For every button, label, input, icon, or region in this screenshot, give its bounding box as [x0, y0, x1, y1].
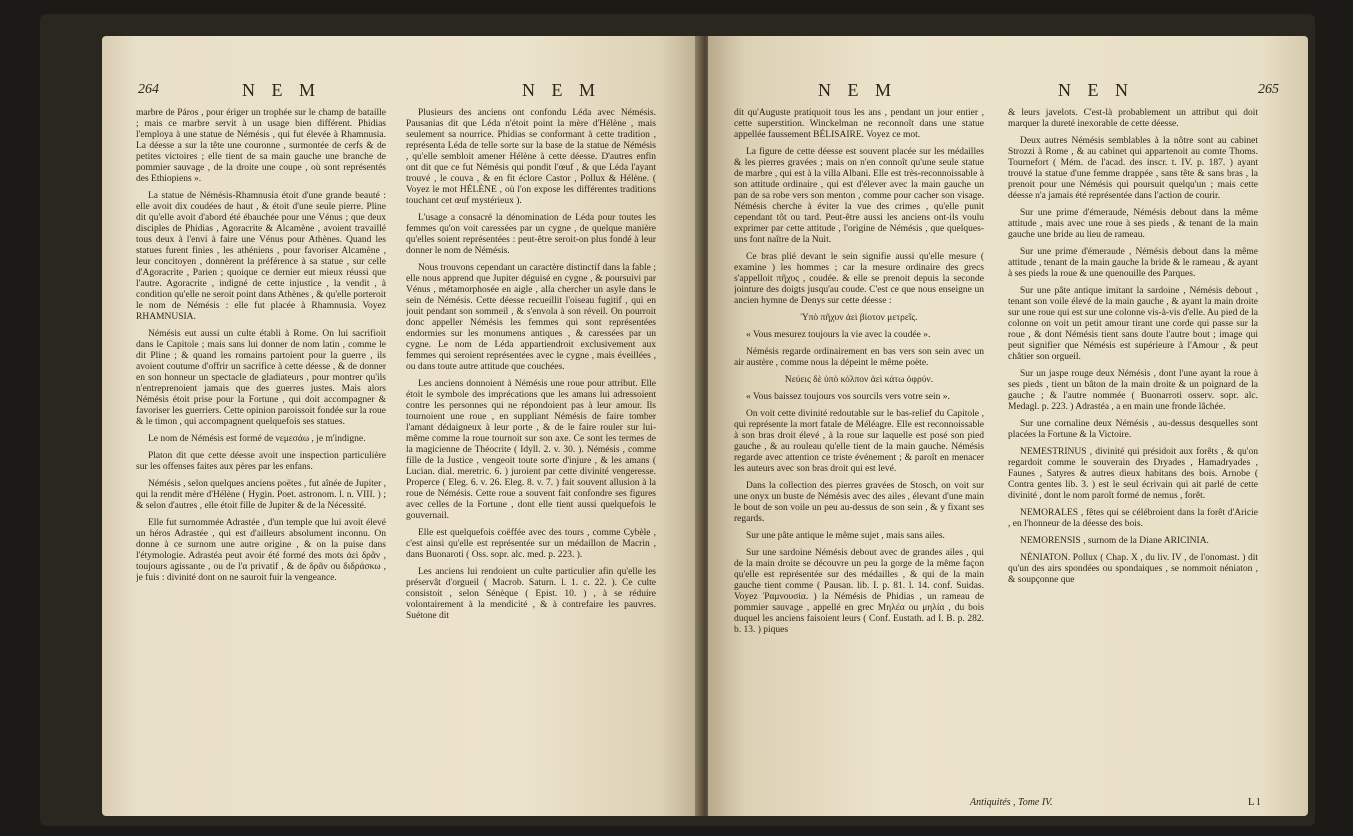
paragraph: Plusieurs des anciens ont confondu Léda avec Némésis. Pausanias dit que Léda n'étoit point la mère d'Hélène , mais seulement sa nourrice. Phidias se conformant à cette tradition , représenta Léda de telle sorte sur la base de la statue de Némésis , qu'elle sembloit amener Hélène à cette déesse. D'autres enfin ont dit que ce fut Némésis qui pondit l'œuf , & que Léda l'ayant trouvé , le couva , & en fit éclore Castor , Pollux & Hélène. ( Voyez le mot HÉLÈNE , où l'on expose les différentes traditions touchant cet œuf mystérieux ). — [406, 108, 656, 206]
paragraph: Némésis regarde ordinairement en bas vers son sein avec un air austère , comme nous la dépeint le même poëte. — [734, 347, 984, 368]
paragraph: Nous trouvons cependant un caractère distinctif dans la fable ; elle nous apprend que Jupiter déguisé en cygne , & poursuivi par Vénus , métamorphosée en aigle , alla chercher un asyle dans le sein de Némésis. Cette déesse recueillit l'oiseau fugitif , qui en jouit pendant son sommeil , & s'envola à son réveil. On pourroit donc appeller Némésis les femmes qui sont représentées endormies sur les monumens antiques , & caressées par un cygne. Le nom de Léda appartiendroit exclusivement aux femmes qui seroient représentées avec le cygne , mais éveillées , ou dans toute autre attitude que couchées. — [406, 263, 656, 372]
paragraph: NEMORALES , fêtes qui se célébroient dans la forêt d'Aricie , en l'honneur de la déesse des bois. — [1008, 508, 1258, 529]
left-page — [102, 36, 702, 816]
paragraph: dit qu'Auguste pratiquoit tous les ans , pendant un jour entier , cette superstition. Winckelman ne reconnoît dans une statue appellée faussement BÉLISAIRE. Voyez ce mot. — [734, 108, 984, 140]
paragraph: Les anciens lui rendoient un culte particulier afin qu'elle les préservât d'orgueil ( Macrob. Saturn. l. 1. c. 22. ). Ce culte consistoit , selon Sénèque ( Epist. 10. ) , à se réduire volontairement à la mendicité , & à contrefaire les pauvres. Suétone dit — [406, 567, 656, 621]
paragraph: NEMESTRINUS , divinité qui présidoit aux forêts , & qu'on regardoit comme le souverain des Dryades , Hamadryades , Faunes , Satyres & autres dieux habitans des bois. Arnobe ( Contra gentes lib. 3. ) est le seul écrivain qui ait parlé de cette divinité , dont le nom paroît formé de nemus , forêt. — [1008, 447, 1258, 501]
paragraph: NÉNIATON. Pollux ( Chap. X , du liv. IV , de l'onomast. ) dit qu'un des airs spondées ou spondaiques , se nommoit néniaton , & soupçonne que — [1008, 553, 1258, 585]
paragraph: « Vous mesurez toujours la vie avec la coudée ». — [746, 330, 931, 340]
paragraph: Ce bras plié devant le sein signifie aussi qu'elle mesure ( examine ) les hommes ; car la mesure ordinaire des grecs s'appelloit πῆχυς , coudée. & elle se prenoit depuis la seconde jointure des doigts jusqu'au coude. C'est ce que nous enseigne un ancien hymne de Denys sur cette déesse : — [734, 252, 984, 306]
signature-mark: L l — [1247, 796, 1260, 808]
right-page — [708, 36, 1308, 816]
running-head-left-2: N E M — [522, 80, 601, 100]
running-head-right-1: N E M — [818, 80, 897, 100]
right-column-2 — [1008, 108, 1258, 808]
paragraph: & leurs javelots. C'est-là probablement un attribut qui doit marquer la dureté inexorable de cette déesse. — [1008, 108, 1258, 129]
greek-quote: Νεύεις δὲ ὑπὸ κόλπον ἀεὶ κάτω ὀφρύν. — [784, 375, 934, 385]
paragraph: Sur une prime d'émeraude, Némésis debout dans la même attitude , mais avec une roue à ses pieds , & tenant de la main gauche une bride au lieu de rameau. — [1008, 208, 1258, 240]
paragraph: Némésis eut aussi un culte établi à Rome. On lui sacrifioit dans le Capitole ; mais sans lui donner de nom latin , comme le dit Pline ; & quand les romains partoient pour la guerre , ils avoient coutume d'offrir un sacrifice à cette déesse , & de donner en son honneur un spectacle de gladiateurs , pour montrer qu'ils n'entreprenoient jamais que des guerres justes. Mais alors Némésis étoit prise pour la Fortune , qui doit accompagner & favoriser les guerriers. Cette opinion paroissoit fondée sur la roue & le timon , qui accompagnent quelquefois ses statues. — [136, 329, 386, 427]
paragraph: Elle fut surnommée Adrastée , d'un temple que lui avoit élevé un héros Adrastée , qui est d'ailleurs absolument inconnu. On donne à ce surnom une autre origine , & on la puise dans l'étymologie. Adrastéa peut avoir été formé des mots ἀεὶ δρᾶν , toujours agissante , ou de l'α privatif , & de δρᾶν ou διδράσκω , je fuis : divinité dont on ne sauroit fuir la vengeance. — [136, 518, 386, 583]
paragraph: Sur une prime d'émeraude , Némésis debout dans la même attitude , tenant de la main gauche la bride & le rameau , & ayant à ses pieds la roue & une quenouille des Parques. — [1008, 247, 1258, 279]
paragraph: Deux autres Némésis semblables à la nôtre sont au cabinet Strozzi à Rome , & au cabinet qui appartenoit au comte Thoms. Tournefort ( Mém. de l'acad. des inscr. t. IV. p. 187. ) ayant trouvé la statue d'une femme drappée , sans tête & sans bras , la prenoit pour une Némésis qui poursuit quelqu'un ; mais cette déesse n'a jamais été représentée dans l'action de courir. — [1008, 136, 1258, 201]
page-number-left: 264 — [138, 82, 159, 97]
running-head-left-1: N E M — [242, 80, 321, 100]
paragraph: « Vous baissez toujours vos sourcils vers votre sein ». — [746, 392, 950, 402]
running-head-right-2: N E N — [1058, 80, 1134, 100]
paragraph: Sur une pâte antique imitant la sardoine , Némésis debout , tenant son voile élevé de la main gauche , & ayant la main droite sur une roue qui est sur une colonne vis-à-vis d'elle. Au pied de la colonne on voit un petit amour tirant une corde qui passe sur la roue , & dont Némésis tient sans doute l'autre bout ; image qui peut signifier que Némésis est supérieure à l'Amour , & peut châtier son orgueil. — [1008, 286, 1258, 362]
paragraph: NEMORENSIS , surnom de la Diane ARICINIA. — [1020, 536, 1209, 546]
paragraph: marbre de Páros , pour ériger un trophée sur le champ de bataille ; mais ce marbre servit à un usage bien différent. Phidias l'employa à une statue de Némésis , qui fut élevée à Rhamnusia. La déesse a sur la tête une couronne , surmontée de cerfs & de petites victoires ; elle tient de sa main gauche une branche de pommier sauvage , de la droite une coupe , où sont représentés des Ethiopiens ». — [136, 108, 386, 184]
right-page-header — [708, 80, 1308, 104]
paragraph: Sur une sardoine Némésis debout avec de grandes ailes , qui de la main droite se découvre un peu la gorge de la même façon qu'elle est représentée sur des médailles , & qui de la main gauche tient comme ( Pausan. lib. I. p. 81. l. 14. conf. Suidas. Voyez Ῥαμνουσία. ) la Némésis de Phidias , un rameau de pommier sauvage , appellé en grec Μηλέα ou μηλία , du bois duquel les anciens faisoient leurs ( Conf. Eustath. ad I. B. p. 282. b. 13. ) piques — [734, 548, 984, 635]
paragraph: Sur un jaspe rouge deux Némésis , dont l'une ayant la roue à ses pieds , tient un bâton de la main droite & un poignard de la gauche ; & l'autre nommée ( Buonarroti osserv. sopr. alc. Medagl. p. 223. ) Adrastéa , a en main une fronde lâchée. — [1008, 369, 1258, 412]
page-number-right: 265 — [1258, 82, 1279, 97]
paragraph: On voit cette divinité redoutable sur le bas-relief du Capitole , qui représente la mort fatale de Méléagre. Elle est reconnoissable à son bras droit élevé , à la roue sur laquelle est posé son pied gauche , & au rouleau qu'elle tient de la main gauche. Némésis regarde avec attention ce triste événement ; & paroît en menacer les auteurs avec son bras droit qui est levé. — [734, 409, 984, 474]
greek-quote: Ὑπὸ πῆχυν ἀεὶ βίοτον μετρεῖς. — [800, 313, 918, 323]
paragraph: Némésis , selon quelques anciens poëtes , fut aînée de Jupiter , qui la rendit mère d'Hélène ( Hygin. Poet. astronom. l. n. VIII. ) ; & selon d'autres , elle étoit fille de Jupiter & de la Nécessité. — [136, 479, 386, 511]
paragraph: Le nom de Némésis est formé de νεμεσάω , je m'indigne. — [148, 434, 366, 444]
paragraph: Sur une pâte antique le même sujet , mais sans ailes. — [746, 531, 945, 541]
paragraph: Sur une cornaline deux Némésis , au-dessus desquelles sont placées la Fortune & la Victoire. — [1008, 419, 1258, 440]
book-spread — [40, 14, 1315, 826]
page-footer: Antiquités , Tome IV. — [970, 797, 1053, 808]
left-page-header — [102, 80, 702, 104]
paragraph: Les anciens donnoient à Némésis une roue pour attribut. Elle étoit le symbole des imprécations que les amans lui adressoient contre les personnes qui ne répondoient pas à leur amour. Ils tournoient une roue , en suppliant Némésis de faire tomber l'amant dédaigneux à leur porte , & de le faire rouler sur lui-même comme la roue tournoit sur son axe. Ce sont les termes de la magicienne de Théocrite ( Idyll. 2. v. 30. ). Némésis , comme fille de la Justice , vengeoit toute sorte d'injure , & les amans ( Lucian. dial. meretric. 6. ) juroient par cette divinité vengeresse. Properce ( Eleg. 6. v. 26. Eleg. 8. v. 7. ) fait souvent allusion à la roue de Némésis. Cette roue a souvent fait confondre ses figures avec celles de la Fortune , dont elle tient aussi quelquefois le gouvernail. — [406, 379, 656, 521]
paragraph: La statue de Némésis-Rhamnusia étoit d'une grande beauté : elle avoit dix coudées de haut , & étoit d'une seule pierre. Pline dit qu'elle avoit d'abord été ébauchée pour une Vénus ; que deux disciples de Phidias , Agoracrite & Alcamène , avoient travaillé tous deux à l'envi à faire une Vénus pour Athènes. Quand les statues furent finies , les athéniens , pour favoriser Alcamène , leur concitoyen , donnèrent la préférence à sa statue , sur celle d'Agoracrite , Parien ; quoique ce dernier eut mieux réussi que l'autre. Agoracrite , indigné de cette injustice , la vendit , à condition qu'elle ne seroit point dans Athènes , & qu'elle porteroit le nom de Némésis : elle fut placée à Rhamnusia. Voyez RHAMNUSIA. — [136, 191, 386, 322]
right-column-1 — [734, 108, 984, 808]
paragraph: Elle est quelquefois coëffée avec des tours , comme Cybèle , c'est ainsi qu'elle est représentée sur un médaillon de Macrin , dans Buonaroti ( Oss. sopr. alc. med. p. 223. ). — [406, 528, 656, 560]
paragraph: Dans la collection des pierres gravées de Stosch, on voit sur une onyx un buste de Némésis avec des ailes , élevant d'une main le bout de son voile un peu au-dessus de son sein , & y fixant ses regards. — [734, 481, 984, 524]
left-column-1 — [136, 108, 386, 808]
left-column-2 — [406, 108, 656, 808]
paragraph: La figure de cette déesse est souvent placée sur les médailles & les pierres gravées ; mais on n'en connoît qu'une seule statue de marbre , qui est à la villa Albani. Elle est très-reconnoissable à son attitude ordinaire , qui est d'élever avec la main gauche un pan de sa robe vers son menton , comme pour cacher son visage. Némésis cherche à éviter la vue des crimes , qu'elle punit cependant tôt ou tard. Peut-être aussi les anciens ont-ils voulu exprimer par cette attitude , l'origine de Némésis , que quelques-uns font naître de la Nuit. — [734, 147, 984, 245]
paragraph: L'usage a consacré la dénomination de Léda pour toutes les femmes qu'on voit caressées par un cygne , de quelque manière qu'elles soient représentées : peut-être seroit-on plus fondé à leur donner le nom de Némésis. — [406, 213, 656, 256]
paragraph: Platon dit que cette déesse avoit une inspection particulière sur les offenses faites aux pères par les enfans. — [136, 451, 386, 472]
